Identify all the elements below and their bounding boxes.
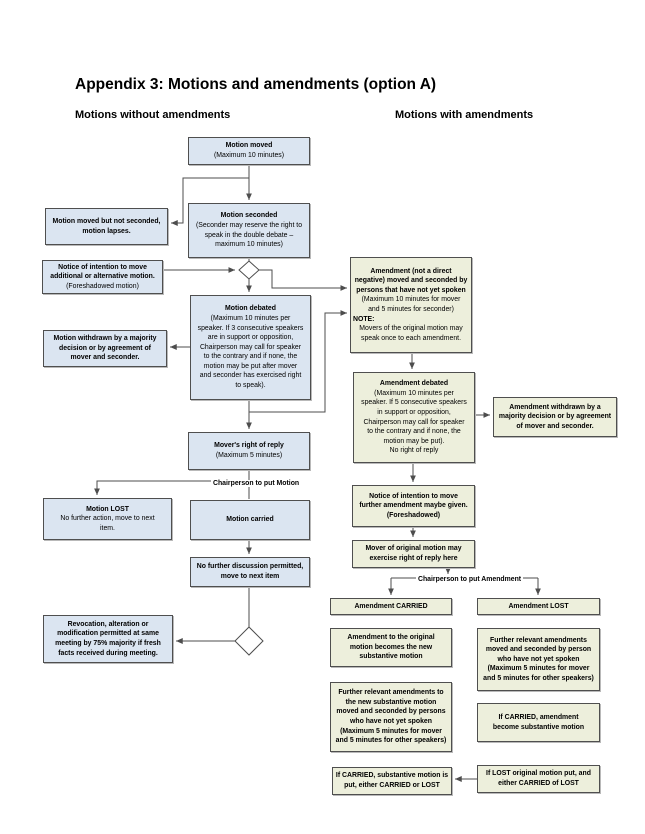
node-line: moved and seconded by persons (336, 708, 446, 716)
node-line: speaker. If 5 consecutive speakers (361, 399, 467, 407)
node-line: Amendment debated (379, 380, 449, 388)
node-line: (Maximum 5 minutes for mover (487, 665, 590, 673)
node-line: majority decision or by agreement (498, 413, 612, 421)
node-line: who have not yet spoken (350, 718, 432, 725)
node-line: decision or by agreement of (59, 344, 151, 352)
node-line: who have not yet spoken (497, 655, 580, 663)
node-line: If CARRIED, substantive motion is (335, 772, 449, 780)
flow-node-motion-moved (188, 137, 310, 165)
node-line: No right of reply (389, 447, 439, 455)
column-header-without-amendments: Motions without amendments (75, 109, 231, 121)
node-line: move to next item (220, 573, 280, 580)
node-line: Motion LOST (86, 505, 129, 513)
node-line: motion may be put after mover (203, 362, 298, 370)
connector-label-chairperson-to-put-amendment: Chairperson to put Amendment (418, 576, 522, 583)
flow-node-further-amendments-after-carried (330, 682, 452, 752)
node-line: speak once to each amendment. (361, 334, 461, 342)
node-line: (Maximum 10 minutes for mover (361, 296, 461, 304)
node-line: additional or alternative motion. (50, 273, 155, 281)
flow-node-if-lost-original (477, 765, 600, 793)
node-line: Motion seconded (220, 212, 278, 220)
node-line: Movers of the original motion may (359, 325, 463, 333)
flow-node-becomes-substantive-motion (330, 628, 452, 667)
connector-label-chairperson-to-put-motion: Chairperson to put Motion (213, 480, 300, 487)
node-line: facts received during meeting. (58, 649, 158, 657)
flow-node-amendment-debated (353, 372, 475, 463)
node-line: (Maximum 5 minutes) (215, 452, 283, 459)
flow-node-motion-debated (190, 295, 311, 400)
node-line: motion becomes the new (349, 643, 433, 651)
flow-node-further-amendments-after-lost (477, 628, 600, 691)
flow-node-revocation (43, 615, 173, 663)
node-line: maximum 10 minutes) (215, 241, 283, 249)
node-line: substantive motion (359, 653, 423, 661)
flow-node-amendment-moved (350, 257, 472, 353)
node-line: Motion moved but not seconded, (52, 217, 161, 225)
flow-node-amendment-lost (477, 598, 600, 615)
node-line: Amendment CARRIED (354, 602, 428, 610)
node-line: negative) moved and seconded by (354, 277, 468, 285)
node-line: moved and seconded by person (485, 646, 592, 654)
node-line: either CARRIED of LOST (498, 780, 579, 787)
node-line: and 5 minutes for seconder) (368, 306, 454, 313)
node-line: (Foreshadowed motion) (66, 282, 139, 290)
flow-node-notice-foreshadowed-amendment (352, 485, 475, 527)
node-line: (Maximum 10 minutes per (210, 314, 291, 322)
node-line: Motion debated (225, 305, 276, 313)
node-line: No further action, move to next (60, 515, 155, 523)
flow-node-if-carried-substantive (332, 767, 452, 795)
node-line: are in support or opposition, (207, 334, 294, 342)
flow-node-motion-not-seconded (45, 208, 168, 245)
node-line: Further relevant amendments to (338, 689, 444, 697)
flow-node-if-carried-amendment (477, 703, 600, 742)
node-line: and 5 minutes for other speakers) (483, 674, 594, 682)
node-line: If LOST original motion put, and (486, 770, 591, 778)
node-line: Amendment withdrawn by a (509, 403, 601, 411)
node-line: Motion withdrawn by a majority (53, 335, 157, 343)
node-line: Motion moved (225, 142, 273, 150)
flow-node-motion-carried (190, 500, 310, 540)
flow-node-motion-lost (43, 498, 172, 540)
node-line: the new substantive motion (345, 698, 437, 706)
node-line: and seconder has exercised right (199, 372, 302, 380)
flow-node-motion-seconded (188, 203, 310, 258)
flow-node-movers-right-of-reply (188, 432, 310, 470)
node-line: motion may be put). (383, 437, 445, 445)
node-line: Further relevant amendments (490, 636, 587, 644)
node-line: Amendment (not a direct (370, 267, 452, 275)
node-line: (Maximum 5 minutes for mover (340, 727, 442, 735)
node-line: to speak). (235, 382, 266, 390)
flow-node-motion-withdrawn (43, 330, 167, 367)
node-line: No further discussion permitted, (196, 563, 304, 571)
node-line: (Seconder may reserve the right to (195, 221, 303, 229)
flow-node-amendment-withdrawn (493, 397, 617, 437)
node-line: modification permitted at same (57, 630, 159, 638)
node-line: and 5 minutes for other speakers) (335, 737, 447, 745)
node-line: persons that have not yet spoken (356, 286, 466, 294)
node-line: If CARRIED, amendment (498, 713, 579, 721)
node-line: item. (100, 524, 115, 532)
flow-node-notice-foreshadowed-motion (42, 260, 163, 294)
node-line: speak in the double debate – (204, 231, 294, 239)
node-line: become substantive motion (492, 723, 585, 731)
node-line: Mover's right of reply (214, 442, 284, 450)
node-line: motion lapses. (82, 227, 131, 235)
node-line: (Foreshadowed) (386, 511, 441, 519)
flow-node-amendment-carried (330, 598, 452, 615)
node-line: Revocation, alteration or (67, 620, 149, 628)
node-line: Amendment LOST (508, 602, 569, 610)
flow-node-no-further-discussion (190, 557, 310, 587)
node-line: speaker. If 3 consecutive speakers (197, 324, 304, 332)
node-line: Motion carried (226, 516, 274, 524)
node-line: to the contrary and if none, the (203, 353, 298, 361)
node-line: NOTE: (353, 315, 375, 323)
node-line: further amendment maybe given. (359, 502, 468, 510)
node-line: (Maximum 10 minutes) (213, 152, 285, 159)
node-line: in support or opposition, (377, 408, 451, 416)
node-line: exercise right of reply here (369, 555, 458, 562)
node-line: mover and seconder. (70, 354, 140, 362)
node-line: of mover and seconder. (516, 422, 594, 430)
node-line: meeting by 75% majority if fresh (55, 640, 161, 647)
node-line: Chairperson may call for speaker (363, 418, 465, 426)
node-line: Amendment to the original (347, 634, 435, 642)
node-line: Notice of intention to move (58, 263, 147, 271)
node-line: Chairperson may call for speaker (199, 343, 302, 351)
node-line: Notice of intention to move (369, 492, 458, 500)
column-header-with-amendments: Motions with amendments (395, 109, 534, 121)
node-line: to the contrary and if none, the (367, 428, 461, 436)
node-line: Mover of original motion may (365, 545, 462, 553)
flow-node-mover-right-of-reply-here (352, 540, 475, 568)
node-line: put, either CARRIED or LOST (344, 782, 440, 789)
node-line: (Maximum 10 minutes per (374, 389, 454, 397)
page-title: Appendix 3: Motions and amendments (option A) (75, 76, 437, 93)
